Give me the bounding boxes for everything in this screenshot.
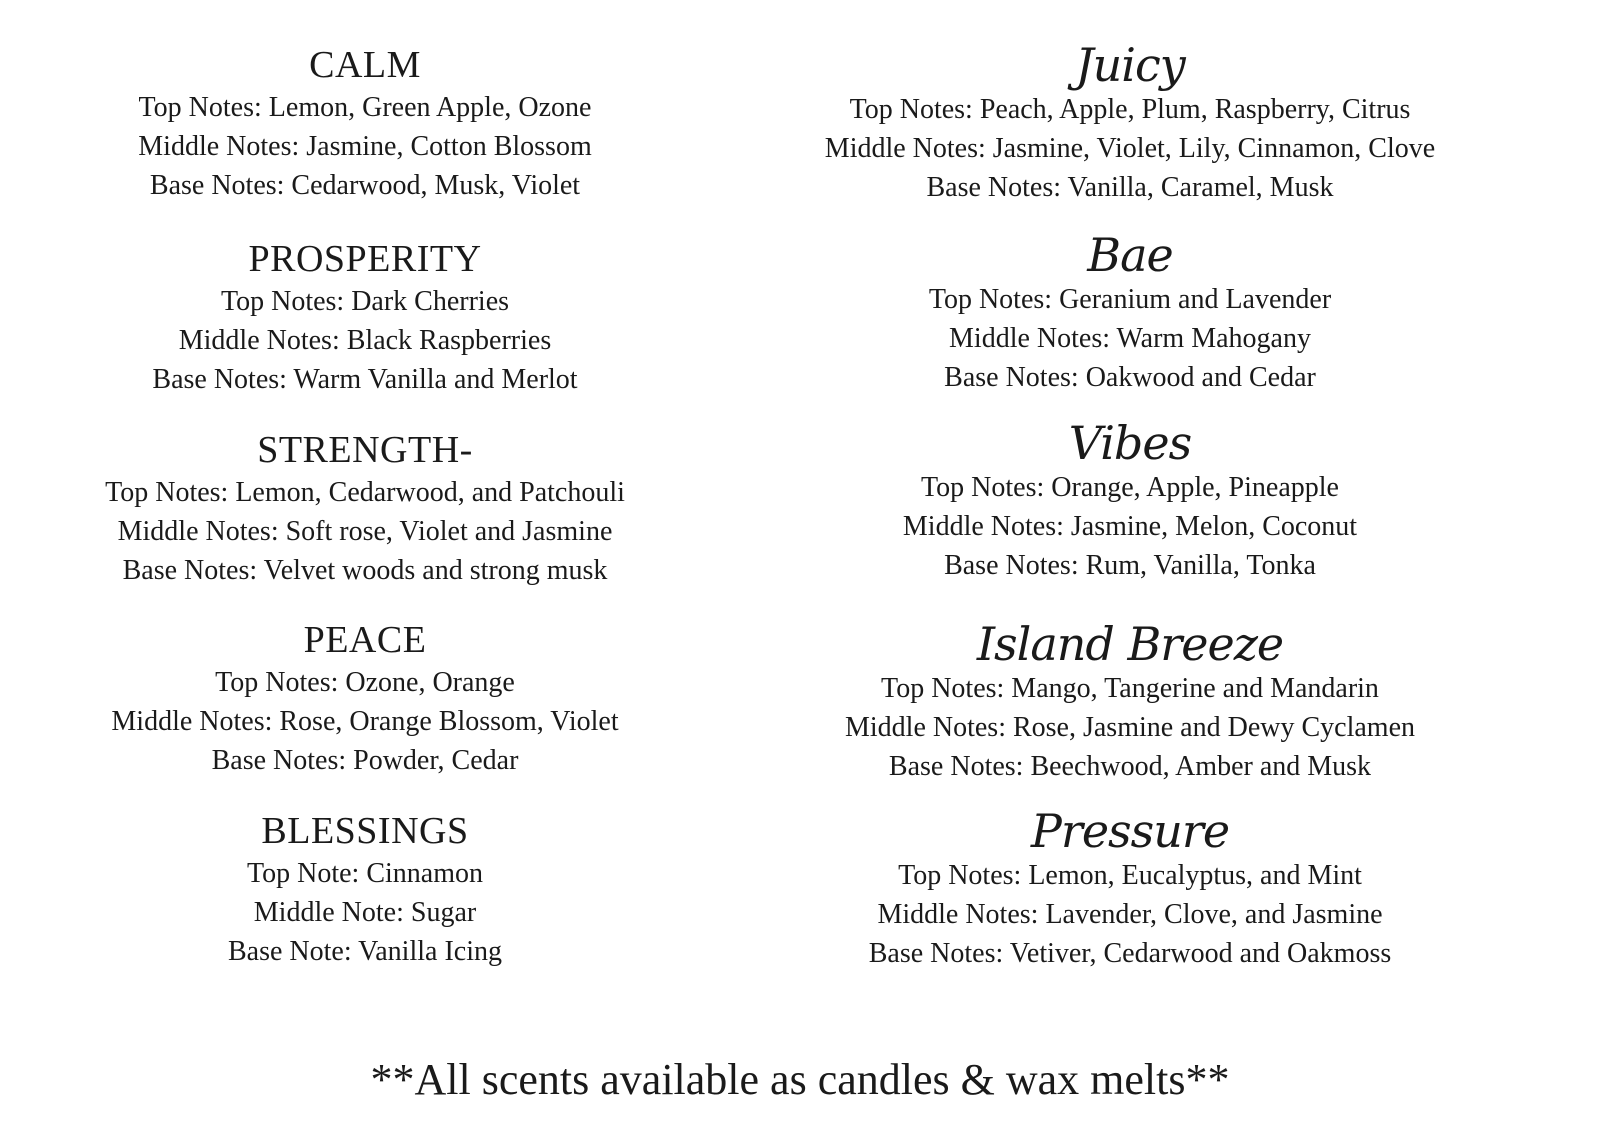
base-notes: Base Notes: Powder, Cedar bbox=[211, 745, 519, 776]
top-notes: Top Notes: Lemon, Cedarwood, and Patchouli bbox=[105, 477, 625, 508]
scent-block-pressure bbox=[780, 806, 1480, 973]
middle-notes: Middle Notes: Soft rose, Violet and Jasmine bbox=[117, 516, 613, 547]
base-notes: Base Notes: Beechwood, Amber and Musk bbox=[888, 751, 1372, 782]
scent-title: Vibes bbox=[1068, 416, 1192, 470]
scent-title: PEACE bbox=[303, 619, 427, 661]
top-notes: Top Notes: Mango, Tangerine and Mandarin bbox=[881, 673, 1379, 704]
scent-title: PROSPERITY bbox=[248, 238, 482, 280]
scent-block-vibes bbox=[780, 418, 1480, 585]
scent-block-blessings bbox=[40, 808, 690, 971]
base-notes: Base Notes: Oakwood and Cedar bbox=[944, 362, 1316, 393]
middle-notes: Middle Notes: Rose, Orange Blossom, Violet bbox=[111, 706, 619, 737]
middle-notes: Middle Notes: Black Raspberries bbox=[178, 325, 552, 356]
scent-block-calm bbox=[40, 42, 690, 205]
scent-block-juicy bbox=[780, 40, 1480, 207]
base-notes: Base Notes: Warm Vanilla and Merlot bbox=[152, 364, 578, 395]
scent-block-bae bbox=[780, 230, 1480, 397]
middle-notes: Middle Notes: Rose, Jasmine and Dewy Cyclamen bbox=[844, 712, 1415, 743]
middle-notes: Middle Notes: Jasmine, Violet, Lily, Cinnamon, Clove bbox=[824, 133, 1436, 164]
scent-block-peace bbox=[40, 617, 690, 780]
scent-title: Island Breeze bbox=[976, 617, 1284, 671]
scent-title: Juicy bbox=[1075, 38, 1185, 92]
base-notes: Base Note: Vanilla Icing bbox=[228, 936, 502, 967]
middle-notes: Middle Notes: Warm Mahogany bbox=[949, 323, 1311, 354]
base-notes: Base Notes: Rum, Vanilla, Tonka bbox=[944, 550, 1316, 581]
middle-notes: Middle Notes: Jasmine, Cotton Blossom bbox=[138, 131, 592, 162]
base-notes: Base Notes: Velvet woods and strong musk bbox=[122, 555, 608, 586]
top-notes: Top Notes: Ozone, Orange bbox=[215, 667, 515, 698]
scent-title: CALM bbox=[309, 44, 421, 86]
top-notes: Top Note: Cinnamon bbox=[246, 858, 484, 889]
top-notes: Top Notes: Orange, Apple, Pineapple bbox=[921, 472, 1339, 503]
scent-block-prosperity bbox=[40, 236, 690, 399]
availability-footer: **All scents available as candles & wax melts** bbox=[370, 1055, 1230, 1104]
scent-title: STRENGTH- bbox=[257, 429, 473, 471]
top-notes: Top Notes: Dark Cherries bbox=[220, 286, 510, 317]
scent-title: BLESSINGS bbox=[261, 810, 469, 852]
base-notes: Base Notes: Cedarwood, Musk, Violet bbox=[149, 170, 581, 201]
top-notes: Top Notes: Lemon, Eucalyptus, and Mint bbox=[898, 860, 1362, 891]
middle-notes: Middle Note: Sugar bbox=[253, 897, 477, 928]
base-notes: Base Notes: Vetiver, Cedarwood and Oakmoss bbox=[868, 938, 1392, 969]
scent-block-island-breeze bbox=[780, 619, 1480, 786]
top-notes: Top Notes: Peach, Apple, Plum, Raspberry, Citrus bbox=[849, 94, 1411, 125]
scent-block-strength bbox=[40, 427, 690, 590]
scent-title: Bae bbox=[1087, 228, 1173, 282]
middle-notes: Middle Notes: Lavender, Clove, and Jasmine bbox=[877, 899, 1383, 930]
top-notes: Top Notes: Lemon, Green Apple, Ozone bbox=[138, 92, 592, 123]
middle-notes: Middle Notes: Jasmine, Melon, Coconut bbox=[902, 511, 1358, 542]
scent-title: Pressure bbox=[1030, 804, 1230, 858]
base-notes: Base Notes: Vanilla, Caramel, Musk bbox=[926, 172, 1334, 203]
top-notes: Top Notes: Geranium and Lavender bbox=[928, 284, 1332, 315]
